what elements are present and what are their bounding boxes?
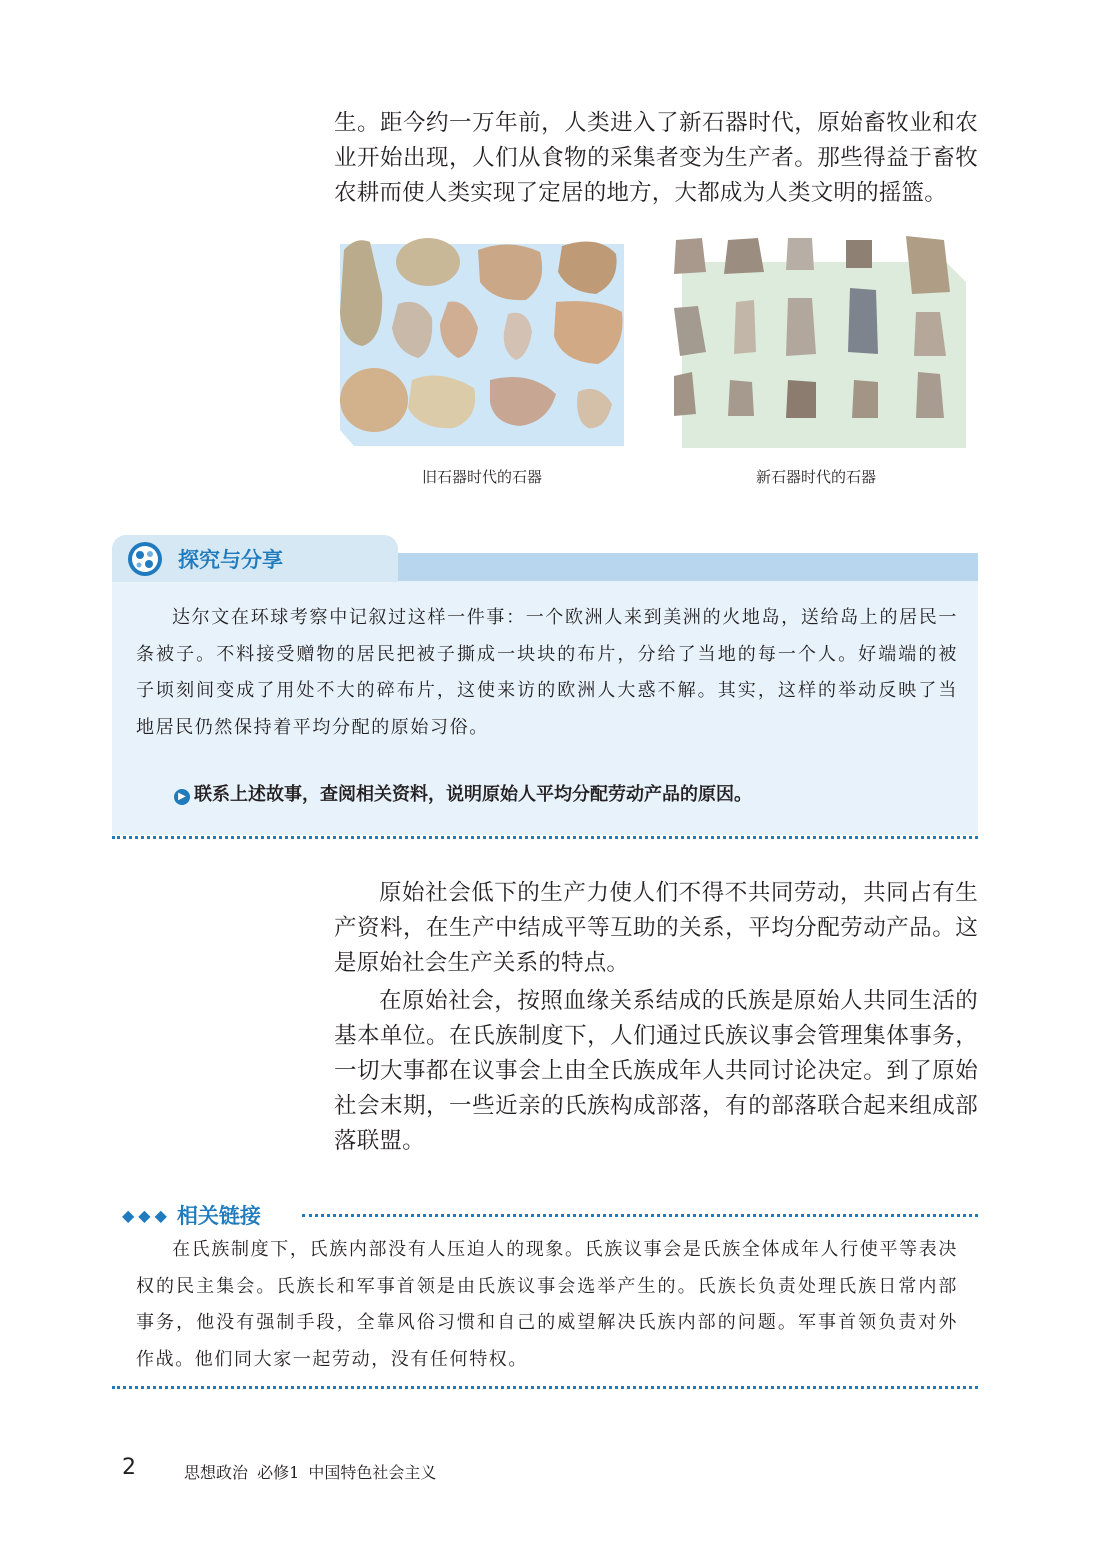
- explore-question: [174, 780, 752, 806]
- related-link-header-divider: [302, 1214, 978, 1217]
- new-stone-tools-caption: 新石器时代的石器: [755, 468, 876, 486]
- related-link-title: 相关链接: [176, 1204, 261, 1228]
- related-link-header: [122, 1200, 261, 1230]
- footer-book-title: 思想政治 必修1 中国特色社会主义: [184, 1463, 437, 1482]
- old-stone-tools-figure: [334, 232, 630, 448]
- new-stone-tools-image: [666, 232, 968, 448]
- related-link-text: 在氏族制度下，氏族内部没有人压迫人的现象。氏族议事会是氏族全体成年人行使平等表决权的民主集会。氏族长和军事首领是由氏族议事会选举产生的。氏族长负责处理氏族日常内部事务，他没有强制手段，全靠风俗习惯和自己的威望解决氏族内部的问题。军事首领负责对外作战。他们同大家一起劳动，没有任何特权。: [136, 1239, 958, 1370]
- diamond-icons: ◆◆◆: [122, 1206, 171, 1225]
- new-stone-tools-figure: [666, 232, 968, 448]
- explore-text: 达尔文在环球考察中记叙过这样一件事：一个欧洲人来到美洲的火地岛，送给岛上的居民一条被子。不料接受赠物的居民把被子撕成一块块的布片，分给了当地的每一个人。好端端的被子顷刻间变成了用处不大的碎布片，这使来访的欧洲人大惑不解。其实，这样的举动反映了当地居民仍然保持着平均分配的原始习俗。: [136, 607, 958, 738]
- old-stone-tools-image: [334, 232, 630, 448]
- old-stone-tools-caption: 旧石器时代的石器: [421, 468, 542, 486]
- intro-paragraph: 生。距今约一万年前，人类进入了新石器时代，原始畜牧业和农业开始出现，人们从食物的采集者变为生产者。那些得益于畜牧农耕而使人类实现了定居的地方，大都成为人类文明的摇篮。: [334, 110, 978, 206]
- explore-bottom-divider: [112, 836, 978, 839]
- related-link-bottom-divider: [112, 1386, 978, 1389]
- explore-question-text: 联系上述故事，查阅相关资料，说明原始人平均分配劳动产品的原因。: [194, 784, 752, 805]
- explore-title: 探究与分享: [178, 548, 283, 572]
- page-number: 2: [122, 1455, 136, 1480]
- play-arrow-icon: ▶: [174, 789, 190, 805]
- production-relations-paragraph: 原始社会低下的生产力使人们不得不共同劳动，共同占有生产资料，在生产中结成平等互助的关系，平均分配劳动产品。这是原始社会生产关系的特点。: [334, 880, 978, 976]
- explore-icon: [126, 540, 164, 578]
- clan-system-paragraph: 在原始社会，按照血缘关系结成的氏族是原始人共同生活的基本单位。在氏族制度下，人们通过氏族议事会管理集体事务，一切大事都在议事会上由全氏族成年人共同讨论决定。到了原始社会末期，一些近亲的氏族构成部落，有的部落联合起来组成部落联盟。: [334, 988, 978, 1154]
